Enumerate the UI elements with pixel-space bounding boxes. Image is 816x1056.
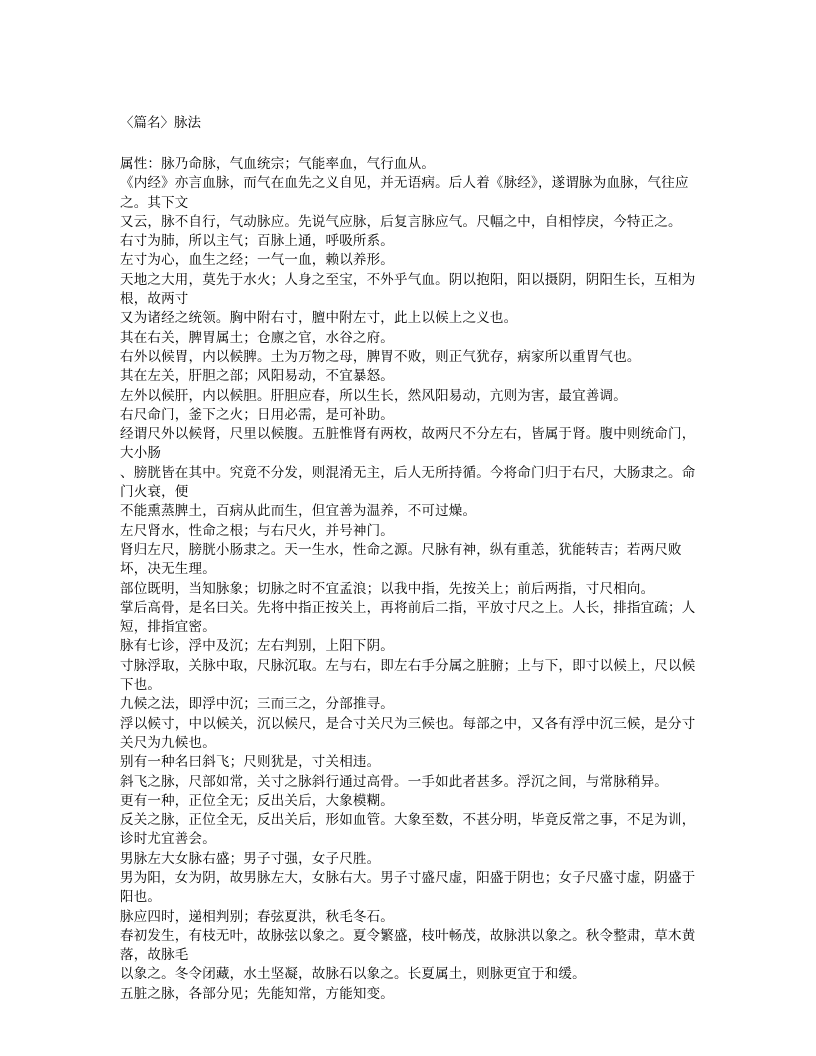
text-line: 九候之法，即浮中沉；三而三之，分部推寻。	[120, 696, 394, 713]
text-line: 肾归左尺，膀胱小肠隶之。天一生水，性命之源。尺脉有神，纵有重恙，犹能转吉；若两尺败坏，决无生理。	[120, 541, 682, 578]
text-line: 又云，脉不自行，气动脉应。先说气应脉，后复言脉应气。尺幅之中，自相悖戾，今特正之。	[120, 213, 682, 230]
text-line: 更有一种，正位全无；反出关后，大象模糊。	[120, 792, 394, 809]
text-line: 其在右关，脾胃属土；仓廪之官，水谷之府。	[120, 329, 394, 346]
text-line: 脉应四时，递相判别；春弦夏洪，秋毛冬石。	[120, 908, 394, 925]
text-line: 男为阳，女为阴，故男脉左大，女脉右大。男子寸盛尺虚，阳盛于阴也；女子尺盛寸虚，阴盛于阳也。	[120, 869, 696, 906]
text-line: 部位既明，当知脉象；切脉之时不宜孟浪；以我中指，先按关上；前后两指，寸尺相向。	[120, 580, 655, 597]
text-line: 天地之大用，莫先于水火；人身之至宝，不外乎气血。阴以抱阳，阳以摄阴，阴阳生长，互相为根，故两寸	[120, 271, 696, 308]
text-line: 寸脉浮取，关脉中取，尺脉沉取。左与右，即左右手分属之脏腑；上与下，即寸以候上，尺以候下也。	[120, 657, 696, 694]
text-line: 不能熏蒸脾土，百病从此而生，但宜善为温养，不可过燥。	[120, 503, 477, 520]
text-line: 反关之脉，正位全无，反出关后，形如血管。大象至数，不甚分明，毕竟反常之事，不足为训，诊时尤宜善会。	[120, 812, 696, 848]
text-line: 掌后高骨，是名曰关。先将中指正按关上，再将前后二指，平放寸尺之上。人长，排指宜疏；人短，排指宜密。	[120, 599, 696, 636]
text-line: 《内经》亦言血脉，而气在血先之义自见，并无语病。后人着《脉经》，遂谓脉为血脉，气往应之。其下文	[120, 175, 689, 211]
text-line: 又为诸经之统领。胸中附右寸，膻中附左寸，此上以候上之义也。	[120, 310, 518, 327]
document-page	[120, 113, 706, 1004]
document-body	[120, 155, 706, 1004]
document-title: 〈篇名〉脉法	[120, 115, 201, 131]
text-line: 以象之。冬令闭藏，水土坚凝，故脉石以象之。长夏属土，则脉更宜于和缓。	[120, 966, 586, 983]
text-line: 右寸为肺，所以主气；百脉上通，呼吸所系。	[120, 233, 394, 250]
text-line: 别有一种名曰斜飞；尺则犹是，寸关相违。	[120, 754, 381, 771]
text-line: 、膀胱皆在其中。究竟不分发，则混淆无主，后人无所持循。今将命门归于右尺，大肠隶之。命门火衰，便	[120, 464, 696, 501]
text-line: 右尺命门，釜下之火；日用必需，是可补助。	[120, 406, 394, 423]
text-line: 斜飞之脉，尺部如常，关寸之脉斜行通过高骨。一手如此者甚多。浮沉之间，与常脉稍异。	[120, 773, 668, 790]
text-line: 春初发生，有枝无叶，故脉弦以象之。夏令繁盛，枝叶畅茂，故脉洪以象之。秋令整肃，草木黄落，故脉毛	[120, 927, 696, 964]
text-line: 右外以候胃，内以候脾。土为万物之母，脾胃不败，则正气犹存，病家所以重胃气也。	[120, 348, 641, 365]
text-line: 左尺肾水，性命之根；与右尺火，并号神门。	[120, 522, 394, 539]
text-line: 其在左关，肝胆之部；风阳易动，不宜暴怒。	[120, 368, 394, 385]
text-line: 五脏之脉，各部分见；先能知常，方能知变。	[120, 985, 394, 1002]
text-line: 脉有七诊，浮中及沉；左右判别，上阳下阴。	[120, 638, 394, 655]
text-line: 经谓尺外以候肾，尺里以候腹。五脏惟肾有两枚，故两尺不分左右，皆属于肾。腹中则统命门，大小肠	[120, 426, 696, 462]
text-line: 属性：脉乃命脉，气血统宗；气能率血，气行血从。	[120, 156, 436, 172]
text-line: 男脉左大女脉右盛；男子寸强，女子尺胜。	[120, 850, 381, 867]
text-line: 浮以候寸，中以候关，沉以候尺，是合寸关尺为三候也。每部之中，又各有浮中沉三候，是分寸关尺为九候也。	[120, 715, 696, 751]
text-line: 左寸为心，血生之经；一气一血，赖以养形。	[120, 252, 394, 269]
text-line: 左外以候肝，内以候胆。肝胆应春，所以生长，然风阳易动，亢则为害，最宜善调。	[120, 387, 627, 404]
